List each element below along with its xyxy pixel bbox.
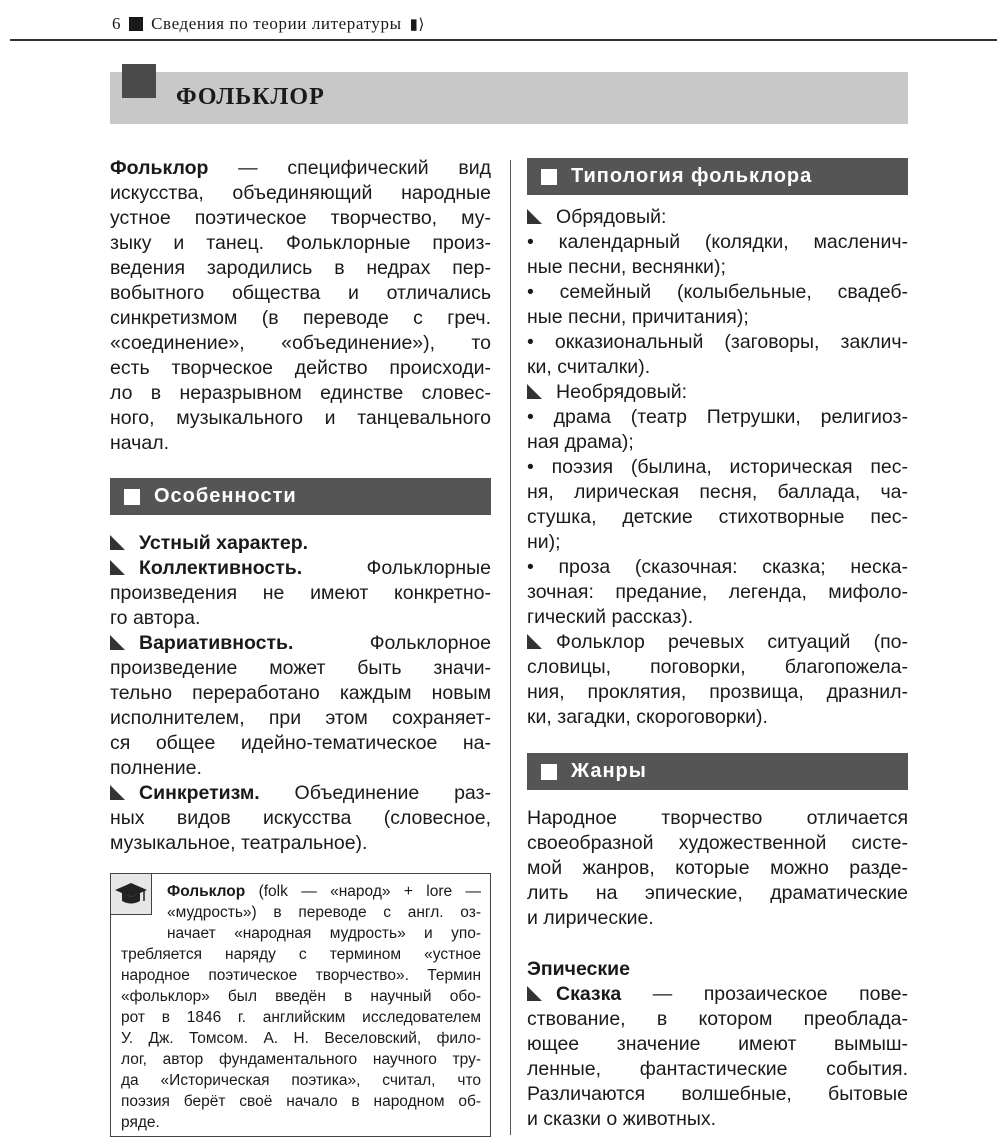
feature-item: Устный характер. [110,531,491,556]
genres-paragraph: Народное творчество отличается своеобразной художественной систе- мой жанров, которые можно разде- лить на эпические, драматические и лирические. [527,807,908,929]
running-title: Сведения по теории литературы [151,14,402,33]
page-number: 6 [112,14,122,33]
triangle-marker-icon [527,209,542,224]
feature-item: Коллективность. Фольклорные [110,556,491,581]
typology-heading: Типология фольклора [571,165,813,187]
note-text: Фольклор (folk — «народ» + lore — «мудрость») в переводе с англ. оз- начает «народная мудрость» и упо- требляется наряду с термином «устное народное поэтическое творчество». Термин «фольклор» был введён в научный обо- рот в 1846 г. английским исследователем У. Дж. Томсом. А. Н. Веселовский, фило- лог, автор фундаментального научного тру- да «Историческая поэтика», считал, что поэзия берёт своё начало в народном об- ряде. [121,883,481,1131]
chapter-square-icon [122,64,156,98]
epic-heading: Эпические [527,958,630,980]
feature-item: Вариативность. Фольклорное [110,631,491,656]
square-bullet-icon [124,489,140,505]
definition-note-box [110,873,491,1137]
square-bullet-icon [541,764,557,780]
features-list: Устный характер. Коллективность. Фольклорные произведения не имеют конкретно- го автора. Вариативность. Фольклорное произведение может быть значи- тельно переработано каждым новым исполнителем, при этом сохраняет- ся общее идейно-тематическое на- полнение. Синкретизм. Объединение раз- ных видов искусства (словесное, музыкальное, театральное). [110,532,491,854]
intro-paragraph: Фольклор — специфический вид искусства, объединяющий народные устное поэтическое творчество, му- зыку и танец. Фольклорные произ- ведения зародились в недрах пер- вобытного общества и отличались синкретизмом (в переводе с греч. «соединение», «объединение»), то есть творческое действо происходи- ло в неразрывном единстве словес- ного, музыкального и танцевального начал. [110,157,491,454]
column-divider [510,160,511,1135]
square-bullet-icon [541,169,557,185]
genres-heading: Жанры [571,760,647,782]
triangle-marker-icon [527,986,542,1001]
running-head [112,12,425,36]
triangle-marker-icon [527,634,542,649]
triangle-marker-icon [110,785,125,800]
typology-heading-bar [527,158,908,195]
feature-item: Синкретизм. Объединение раз- [110,781,491,806]
triangle-marker-icon [110,535,125,550]
triangle-marker-icon [110,635,125,650]
triangle-marker-icon [110,560,125,575]
header-rule [10,39,997,41]
features-heading-bar [110,478,491,515]
typology-list: Обрядовый: • календарный (колядки, масленич- ные песни, веснянки); • семейный (колыбельные, свадеб- ные песни, причитания); • окказиональный (заговоры, заклич- ки, считалки). Необрядовый: • драма (театр Петрушки, религиоз- ная драма); • поэзия (былина, историческая пес- ня, лирическая песня, баллада, ча- стушка, детские стихотворные пес- ни); • проза (сказочная: сказка; неска- зочная: предание, легенда, мифоло- гический рассказ). Фольклор речевых ситуаций (по- словицы, поговорки, благопожела- ния, проклятия, прозвища, дразнил- ки, загадки, скороговорки). [527,206,908,728]
intro-term: Фольклор [110,157,209,179]
epic-section: Эпические Сказка — прозаическое пове- ствование, в котором преоблада- ющее значение имеют вымыш- ленные, фантастические события. Различаются волшебные, бытовые и сказки о животных. [527,958,908,1130]
genres-heading-bar [527,753,908,790]
square-bullet-icon [129,17,143,31]
triangle-marker-icon [527,384,542,399]
chapter-title: ФОЛЬКЛОР [176,84,325,110]
flag-icon: ▮⟩ [409,16,425,33]
features-heading: Особенности [154,485,297,507]
